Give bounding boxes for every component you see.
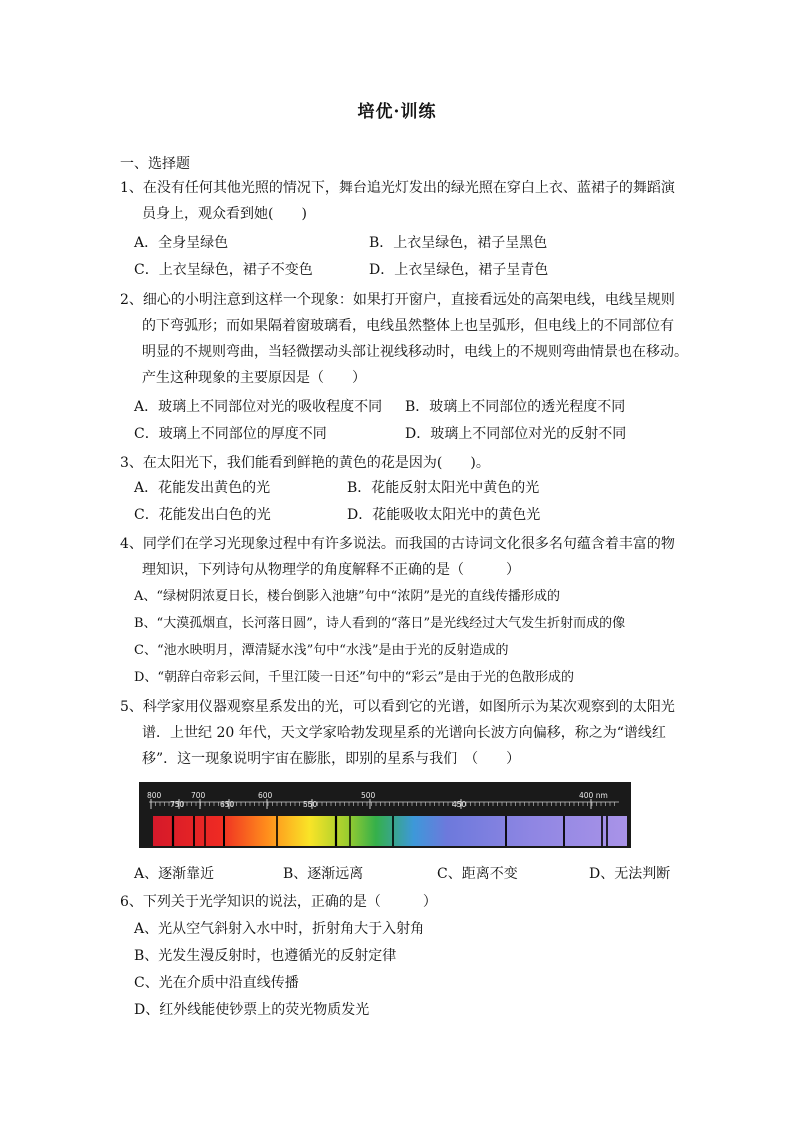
scale-label: 600 (258, 791, 273, 800)
option-b: B．上衣呈绿色，裙子呈黑色 (369, 235, 548, 251)
question-4-stem-line: 理知识，下列诗句从物理学的角度解释不正确的是（ ） (142, 562, 520, 578)
question-1-stem-line: 员身上，观众看到她( ) (142, 206, 307, 222)
question-5-stem-line: 移”．这一现象说明宇宙在膨胀，即别的星系与我们 （ ） (142, 751, 521, 767)
scale-label: 650 (220, 800, 235, 809)
option-b: B、“大漠孤烟直，长河落日圆”，诗人看到的“落日”是光线经过大气发生折射而成的像 (134, 616, 626, 631)
option-d: D．花能吸收太阳光中的黄色光 (347, 507, 541, 523)
option-c: C、“池水映明月，潭清疑水浅”句中“水浅”是由于光的反射造成的 (134, 643, 509, 658)
option-a: A．花能发出黄色的光 (134, 480, 271, 496)
scale-label: 450 (452, 800, 467, 809)
question-3 (120, 450, 690, 476)
option-a: A、光从空气斜射入水中时，折射角大于入射角 (134, 921, 425, 937)
option-d: D、无法判断 (589, 866, 671, 882)
option-c: C．玻璃上不同部位的厚度不同 (134, 426, 327, 442)
option-d: D、红外线能使钞票上的荧光物质发光 (134, 1002, 370, 1018)
option-c: C．花能发出白色的光 (134, 507, 271, 523)
option-b: B、逐渐远离 (283, 866, 364, 882)
question-5 (120, 694, 690, 772)
question-1 (120, 175, 690, 227)
scale-label: 550 (303, 800, 318, 809)
question-2-stem-line: 明显的不规则弯曲，当轻微摆动头部让视线移动时，电线上的不规则弯曲情景也在移动。 (142, 344, 688, 360)
option-c: C．上衣呈绿色，裙子不变色 (134, 262, 313, 278)
question-6 (120, 889, 690, 915)
question-5-stem-line: 谱．上世纪 20 年代，天文学家哈勃发现星系的光谱向长波方向偏移，称之为“谱线红 (142, 725, 666, 741)
option-c: C、光在介质中沿直线传播 (134, 975, 299, 991)
question-1-stem-line: 1、在没有任何其他光照的情况下，舞台追光灯发出的绿光照在穿白上衣、蓝裙子的舞蹈演 (120, 180, 675, 196)
question-6-stem-line: 6、下列关于光学知识的说法，正确的是（ ） (120, 894, 437, 910)
option-d: D．上衣呈绿色，裙子呈青色 (369, 262, 549, 278)
scale-label: 500 (361, 791, 376, 800)
question-2-stem-line: 产生这种现象的主要原因是（ ） (142, 370, 366, 386)
question-3-stem-line: 3、在太阳光下，我们能看到鲜艳的黄色的花是因为( )。 (120, 455, 490, 471)
scale-label: 750 (170, 800, 185, 809)
option-d: D、“朝辞白帝彩云间，千里江陵一日还”句中的“彩云”是由于光的色散形成的 (134, 670, 575, 685)
option-a: A．玻璃上不同部位对光的吸收程度不同 (134, 399, 383, 415)
scale-label: 800 (147, 791, 162, 800)
solar-spectrum-figure (139, 782, 631, 848)
question-4 (120, 531, 690, 583)
option-b: B．花能反射太阳光中黄色的光 (347, 480, 540, 496)
option-c: C、距离不变 (437, 866, 518, 882)
question-2-stem-line: 2、细心的小明注意到这样一个现象：如果打开窗户，直接看远处的高架电线，电线呈规则 (120, 292, 675, 308)
option-b: B．玻璃上不同部位的透光程度不同 (405, 399, 626, 415)
scale-label: 700 (191, 791, 206, 800)
question-5-stem-line: 5、科学家用仪器观察星系发出的光，可以看到它的光谱，如图所示为某次观察到的太阳光 (120, 699, 675, 715)
section-heading: 一、选择题 (120, 156, 190, 172)
scale-label: 400 nm (579, 791, 608, 800)
question-4-stem-line: 4、同学们在学习光现象过程中有许多说法。而我国的古诗词文化很多名句蕴含着丰富的物 (120, 536, 675, 552)
option-a: A、“绿树阴浓夏日长，楼台倒影入池塘”句中“浓阴”是光的直线传播形成的 (134, 589, 560, 604)
option-a: A．全身呈绿色 (134, 235, 229, 251)
question-2 (120, 287, 690, 391)
option-d: D．玻璃上不同部位对光的反射不同 (405, 426, 627, 442)
option-a: A、逐渐靠近 (134, 866, 215, 882)
page-title: 培优·训练 (357, 102, 437, 122)
question-2-stem-line: 的下弯弧形；而如果隔着窗玻璃看，电线虽然整体上也呈弧形，但电线上的不同部位有 (142, 318, 674, 334)
option-b: B、光发生漫反射时，也遵循光的反射定律 (134, 948, 397, 964)
